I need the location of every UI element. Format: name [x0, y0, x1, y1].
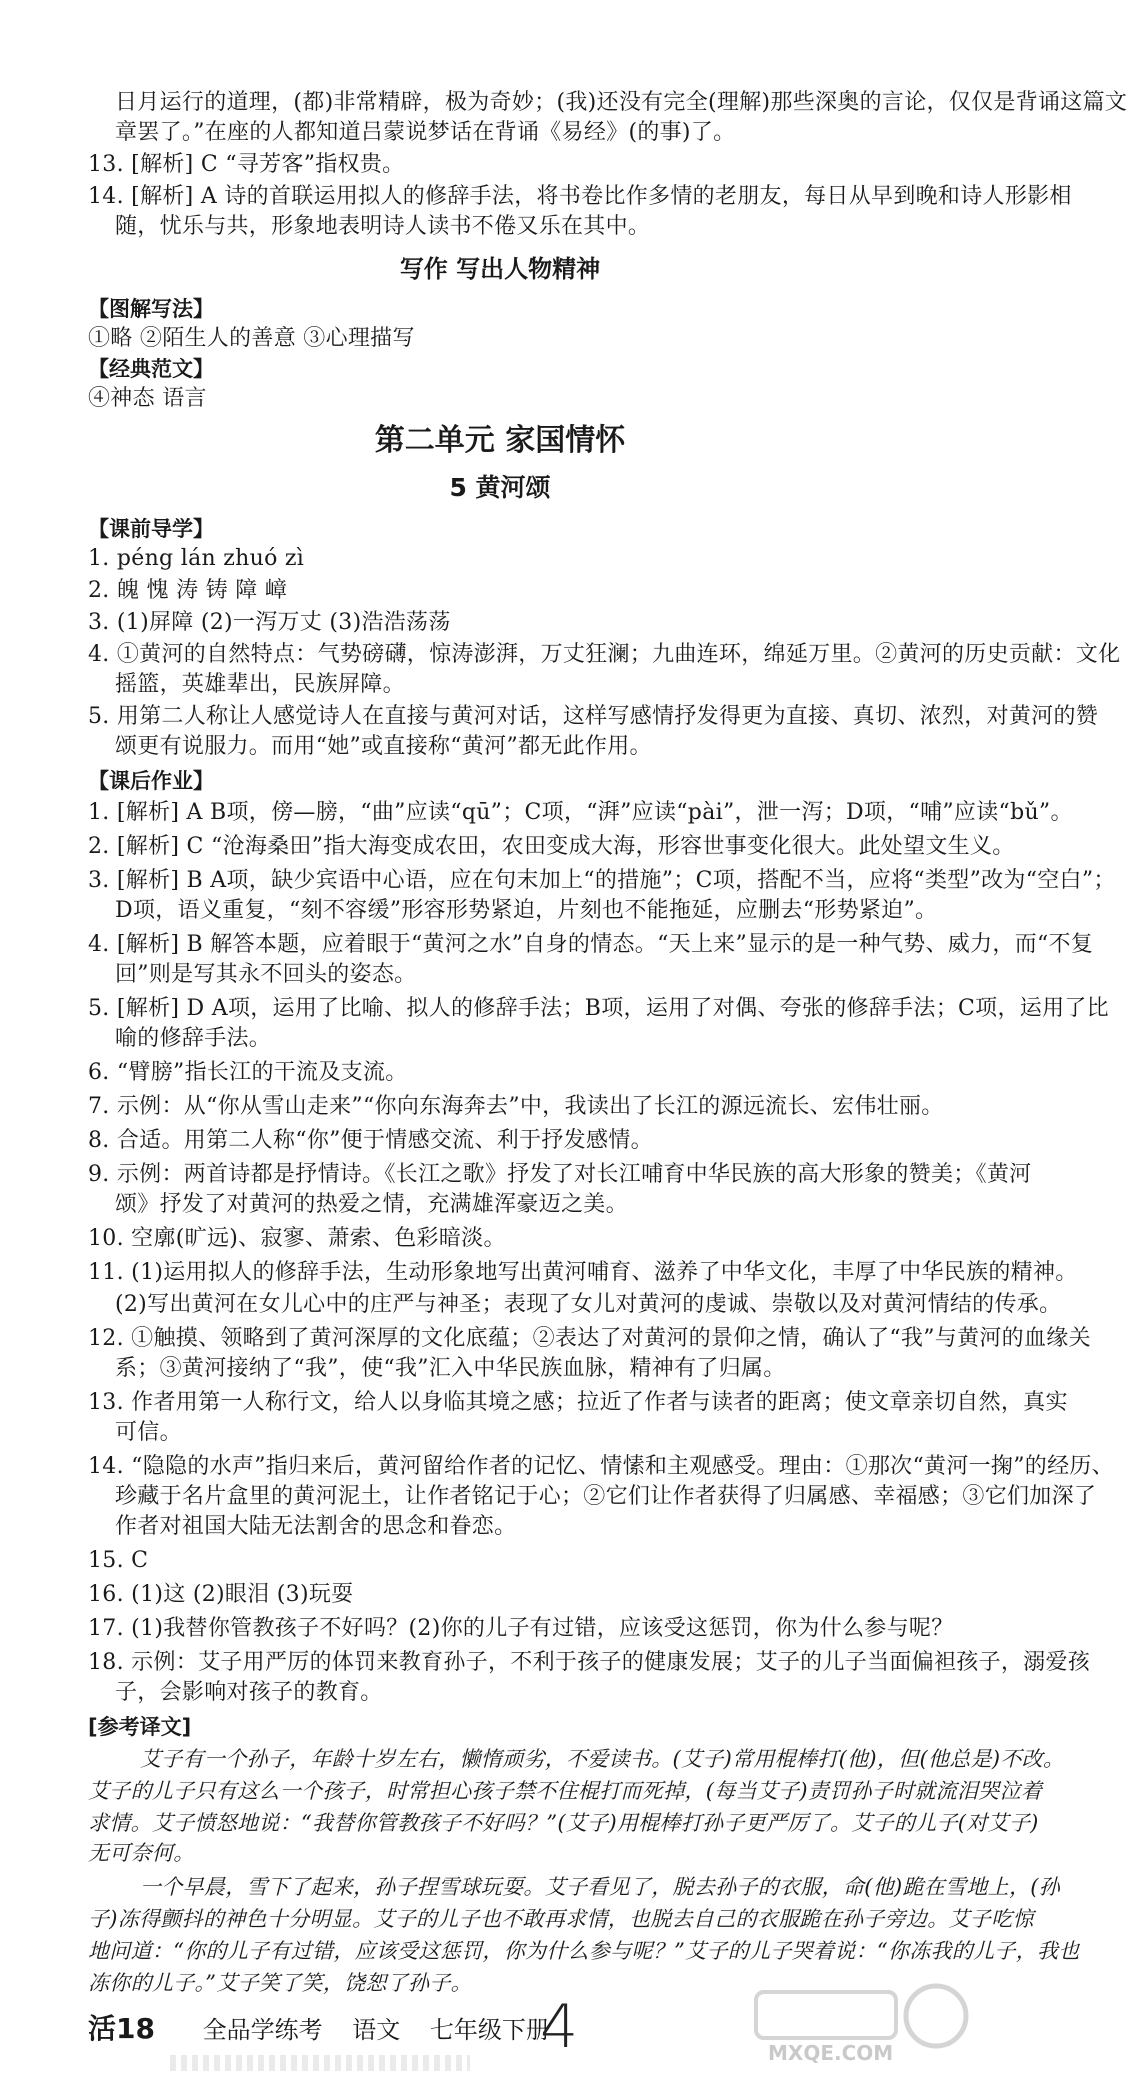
post-line: 回”则是写其永不回头的姿态。 [115, 962, 417, 987]
lesson-title: 5 黄河颂 [449, 473, 551, 502]
post-line: 3. [解析] B A项，缺少宾语中心语，应在句末加上“的措施”；C项，搭配不当，应将“类型”改为“空白”； [88, 868, 1116, 893]
post-line: 6. “臂膀”指长江的干流及支流。 [88, 1060, 408, 1085]
top-line-2: 章罢了。”在座的人都知道吕蒙说梦话在背诵《易经》(的事)了。 [115, 120, 736, 145]
scan-smudge [170, 2055, 470, 2071]
pre-line: 1. péng lán zhuó zì [88, 546, 305, 571]
translation-line: 冻你的儿子。”艾子笑了笑，饶恕了孙子。 [88, 1971, 472, 1995]
grade-name: 七年级下册 [429, 2016, 550, 2044]
post-line: 15. C [88, 1548, 149, 1573]
pre-line: 3. (1)屏障 (2)一泻万丈 (3)浩浩荡荡 [88, 610, 451, 635]
post-line: 11. (1)运用拟人的修辞手法，生动形象地写出黄河哺育、滋养了中华文化，丰厚了中华民族的精神。 [88, 1260, 1078, 1285]
model-essay-answers: ④神态 语言 [88, 386, 207, 411]
translation-line: 艾子有一个孙子，年龄十岁左右，懒惰顽劣，不爱读书。(艾子)常用棍棒打(他)，但(他总是)不改。 [140, 1747, 1065, 1771]
post-line: 16. (1)这 (2)眼泪 (3)玩耍 [88, 1582, 354, 1607]
page-number: 活18 [88, 2012, 155, 2045]
unit-title: 第二单元 家国情怀 [374, 423, 626, 458]
pre-line: 摇篮，英雄辈出，民族屏障。 [115, 672, 405, 697]
post-line: 5. [解析] D A项，运用了比喻、拟人的修辞手法；B项，运用了对偶、夸张的修辞手法；C项，运用了比 [88, 996, 1109, 1021]
writing-title: 写作 写出人物精神 [399, 255, 601, 283]
answer-14-line-2: 随，忧乐与共，形象地表明诗人读书不倦又乐在其中。 [115, 214, 651, 239]
answer-13: 13. [解析] C “寻芳客”指权贵。 [88, 152, 405, 177]
post-line: 2. [解析] C “沧海桑田”指大海变成农田，农田变成大海，形容世事变化很大。此处望文生义。 [88, 834, 1015, 859]
post-line: 18. 示例：艾子用严厉的体罚来教育孙子，不利于孩子的健康发展；艾子的儿子当面偏袒孩子，溺爱孩 [88, 1650, 1091, 1675]
post-line: 17. (1)我替你管教孩子不好吗？(2)你的儿子有过错，应该受这惩罚，你为什么参与呢？ [88, 1616, 954, 1641]
post-line: 系；③黄河接纳了“我”，使“我”汇入中华民族血脉，精神有了归属。 [115, 1356, 786, 1381]
post-line: 作者对祖国大陆无法割舍的思念和眷恋。 [115, 1514, 517, 1539]
pre-line: 5. 用第二人称让人感觉诗人在直接与黄河对话，这样写感情抒发得更为直接、真切、浓烈，对黄河的赞 [88, 704, 1099, 729]
post-line: 可信。 [115, 1420, 182, 1445]
post-line: 子，会影响对孩子的教育。 [115, 1680, 383, 1705]
post-line: 14. “隐隐的水声”指归来后，黄河留给作者的记忆、情愫和主观感受。理由：①那次“黄河一掬”的经历、 [88, 1454, 1114, 1479]
section-heading-translation: [参考译文] [88, 1715, 192, 1739]
post-line: 珍藏于名片盒里的黄河泥土，让作者铭记于心；②它们让作者获得了归属感、幸福感；③它们加深了 [115, 1484, 1097, 1509]
pre-line: 4. ①黄河的自然特点：气势磅礴，惊涛澎湃，万丈狂澜；九曲连环，绵延万里。②黄河的历史贡献：文化 [88, 642, 1121, 667]
pre-line: 2. 魄 愧 涛 铸 障 嶂 [88, 578, 288, 603]
translation-line: 一个早晨，雪下了起来，孙子捏雪球玩耍。艾子看见了，脱去孙子的衣服，命(他)跪在雪地上，(孙 [140, 1875, 1061, 1899]
section-heading-pre-class: 【课前导学】 [88, 517, 214, 541]
post-line: 7. 示例：从“你从雪山走来”“你向东海奔去”中，我读出了长江的源远流长、宏伟壮丽。 [88, 1094, 944, 1119]
translation-line: 求情。艾子愤怒地说：“我替你管教孩子不好吗？”(艾子)用棍棒打孙子更严厉了。艾子的儿子(对艾子) [88, 1811, 1039, 1835]
watermark-logo [746, 1978, 976, 2068]
handwritten-mark: 4 [540, 1992, 579, 2062]
page-footer [88, 2012, 572, 2047]
post-line: 1. [解析] A B项，傍—膀，“曲”应读“qū”；C项，“湃”应读“pài”，泄一泻；D项，“哺”应读“bǔ”。 [88, 800, 1073, 825]
post-line: 颂》抒发了对黄河的热爱之情，充满雄浑豪迈之美。 [115, 1192, 628, 1217]
translation-line: 地问道：“你的儿子有过错，应该受这惩罚，你为什么参与呢？”艾子的儿子哭着说：“你冻我的儿子，我也 [88, 1939, 1080, 1963]
answer-14-line-1: 14. [解析] A 诗的首联运用拟人的修辞手法，将书卷比作多情的老朋友，每日从早到晚和诗人形影相 [88, 184, 1072, 209]
post-line: 喻的修辞手法。 [115, 1026, 272, 1051]
post-line: 12. ①触摸、领略到了黄河深厚的文化底蕴；②表达了对黄河的景仰之情，确认了“我”与黄河的血缘关 [88, 1326, 1091, 1351]
subject-name: 语文 [352, 2016, 401, 2044]
translation-line: 艾子的儿子只有这么一个孩子，时常担心孩子禁不住棍打而死掉，(每当艾子)责罚孙子时就流泪哭泣着 [88, 1779, 1043, 1803]
watermark-text: MXQE.COM [768, 2041, 894, 2065]
post-line: D项，语义重复，“刻不容缓”形容形势紧迫，片刻也不能拖延，应删去“形势紧迫”。 [115, 898, 938, 923]
top-line-1: 日月运行的道理，(都)非常精辟，极为奇妙；(我)还没有完全(理解)那些深奥的言论，仅仅是背诵这篇文 [115, 90, 1127, 115]
translation-line: 无可奈何。 [88, 1841, 195, 1865]
post-line: 8. 合适。用第二人称“你”便于情感交流、利于抒发感情。 [88, 1128, 653, 1153]
post-line: (2)写出黄河在女儿心中的庄严与神圣；表现了女儿对黄河的虔诚、崇敬以及对黄河情结的传承。 [115, 1292, 1062, 1317]
post-line: 9. 示例：两首诗都是抒情诗。《长江之歌》抒发了对长江哺育中华民族的高大形象的赞美；《黄河 [88, 1162, 1032, 1187]
post-line: 4. [解析] B 解答本题，应着眼于“黄河之水”自身的情态。“天上来”显示的是一种气势、威力，而“不复 [88, 932, 1094, 957]
writing-method-answers: ①略 ②陌生人的善意 ③心理描写 [88, 326, 415, 351]
section-heading-model-essay: 【经典范文】 [88, 357, 214, 381]
post-line: 10. 空廓(旷远)、寂寥、萧索、色彩暗淡。 [88, 1226, 506, 1251]
post-line: 13. 作者用第一人称行文，给人以身临其境之感；拉近了作者与读者的距离；使文章亲切自然，真实 [88, 1390, 1068, 1415]
series-name: 全品学练考 [202, 2016, 323, 2044]
translation-line: 子)冻得颤抖的神色十分明显。艾子的儿子也不敢再求情，也脱去自己的衣服跪在孙子旁边。艾子吃惊 [88, 1907, 1034, 1931]
section-heading-post-class: 【课后作业】 [88, 769, 214, 793]
section-heading-writing-method: 【图解写法】 [88, 297, 214, 321]
pre-line: 颂更有说服力。而用“她”或直接称“黄河”都无此作用。 [115, 734, 652, 759]
